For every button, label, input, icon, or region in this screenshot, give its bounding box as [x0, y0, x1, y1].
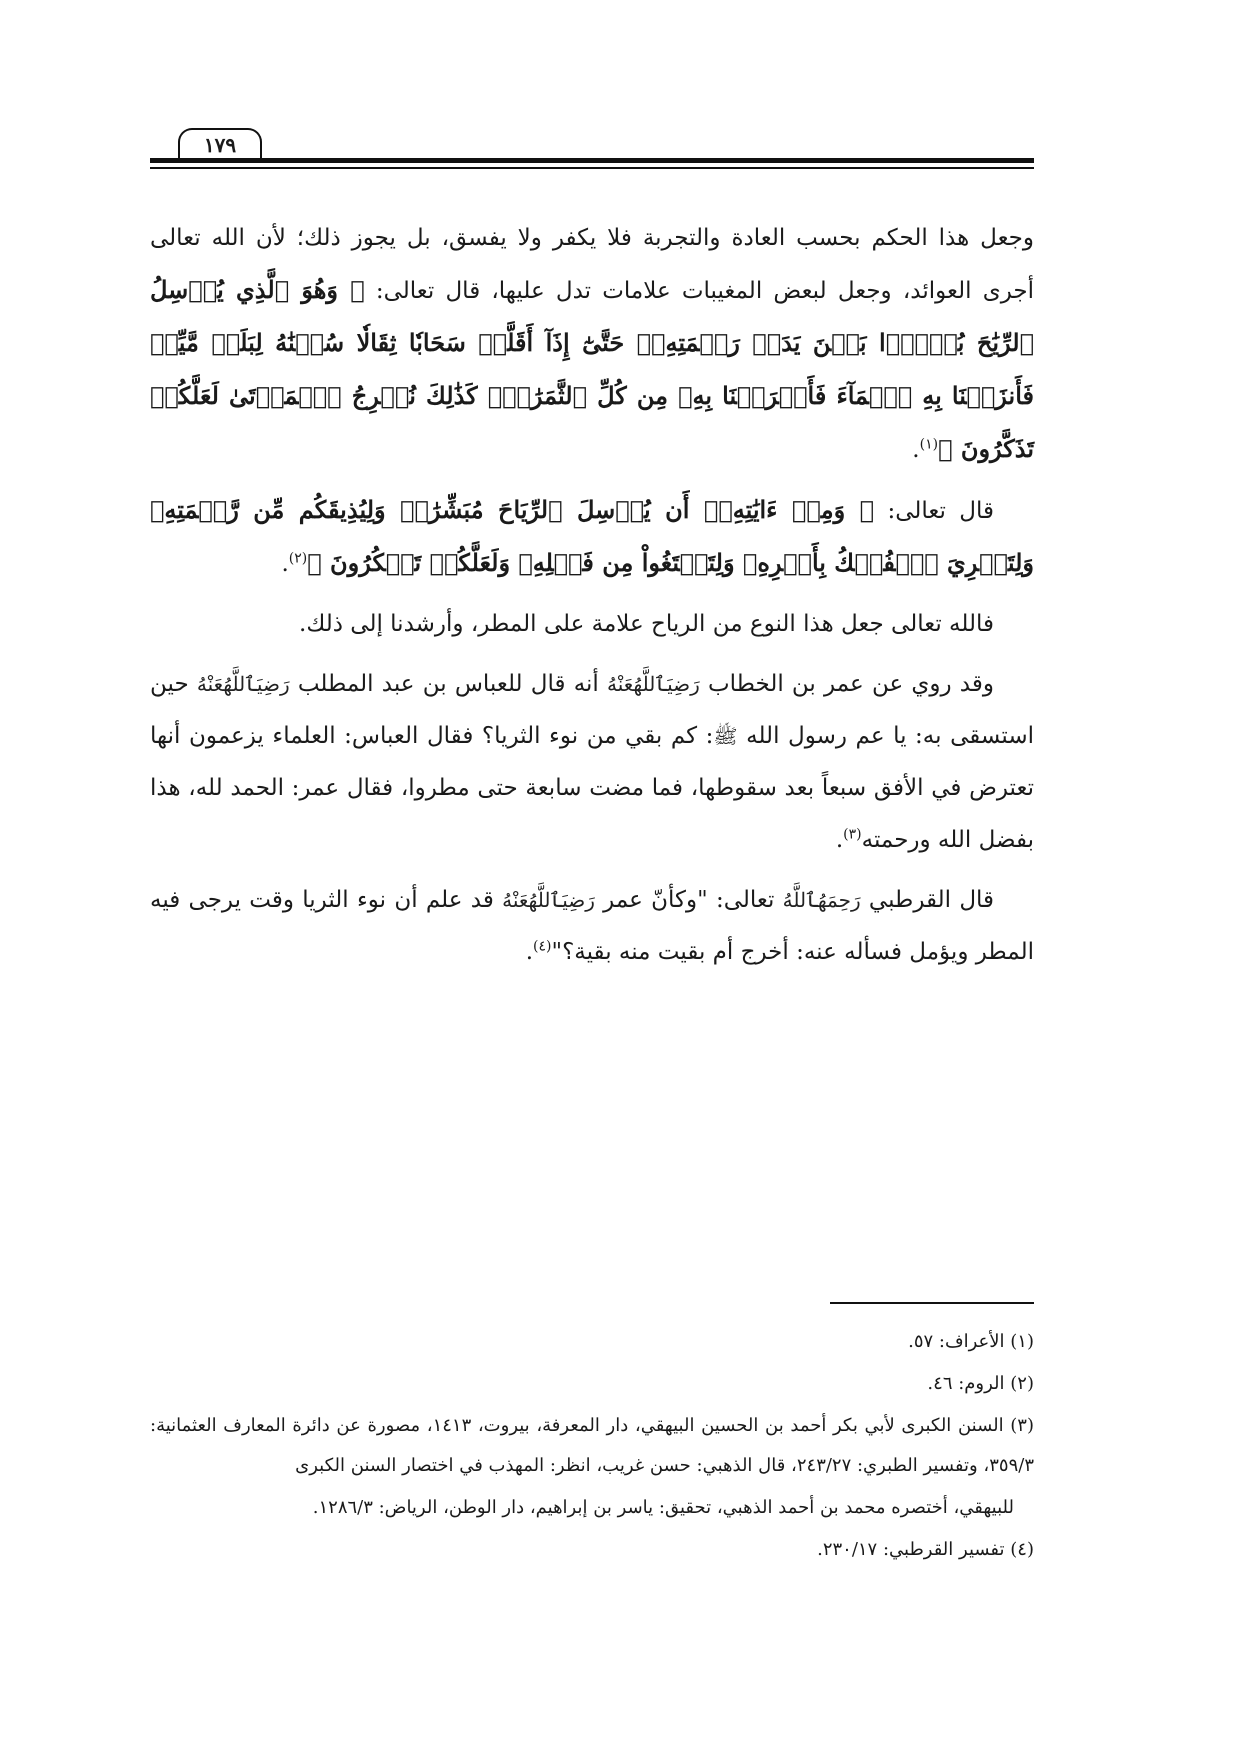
paragraph-2	[150, 484, 1034, 590]
paragraph-end: .	[281, 551, 289, 577]
paragraph-text: وجعل هذا الحكم بحسب العادة والتجربة فلا يكفر ولا يفسق، بل يجوز ذلك؛ لأن الله تعالى أجرى العوائد، وجعل لبعض المغيبات علامات تدل عليها، قال تعالى:	[150, 225, 1035, 304]
footnote-ref[interactable]: (١)	[919, 436, 939, 453]
paragraph-end: .	[525, 939, 534, 965]
paragraph-end: .	[835, 827, 844, 853]
paragraph-5	[150, 874, 1034, 978]
paragraph-text: تعالى: "وكأنّ عمر	[603, 887, 775, 913]
honorific-ornament: رَضِيَٱللَّهُعَنْهُ	[607, 672, 700, 696]
paragraph-text: قد علم أن نوء الثريا وقت يرجى فيه المطر ويؤمل فسأله عنه: أخرج أم بقيت منه بقية؟"	[150, 887, 1034, 965]
main-text	[150, 212, 1034, 986]
footnote-3-continued: للبيهقي، أختصره محمد بن أحمد الذهبي، تحقيق: ياسر بن إبراهيم، دار الوطن، الرياض: ١٢٨٦/٣.	[312, 1497, 1014, 1518]
footnote-ref[interactable]: (٤)	[533, 938, 552, 955]
paragraph-end: .	[912, 437, 920, 463]
footnote-4: (٤) تفسير القرطبي: ٢٣٠/١٧.	[817, 1539, 1034, 1560]
paragraph-4	[150, 658, 1034, 866]
paragraph-text: قال تعالى:	[887, 498, 995, 524]
footnote-ref[interactable]: (٣)	[843, 826, 862, 843]
footnote-1: (١) الأعراف: ٥٧.	[908, 1331, 1034, 1352]
footnote-separator	[830, 1302, 1034, 1304]
paragraph-text: أنه قال للعباس بن عبد المطلب	[297, 671, 599, 697]
honorific-ornament: ﷺ	[713, 724, 738, 748]
honorific-ornament: رَضِيَٱللَّهُعَنْهُ	[196, 672, 290, 696]
paragraph-text: وقد روي عن عمر بن الخطاب	[707, 671, 994, 697]
paragraph-text: قال القرطبي	[868, 887, 995, 913]
page-number: ١٧٩	[178, 128, 262, 160]
paragraph-text: حين استسقى به: يا عم رسول الله	[150, 671, 1035, 749]
honorific-ornament: رَحِمَهُٱللَّهُ	[782, 888, 861, 912]
honorific-ornament: رَضِيَٱللَّهُعَنْهُ	[502, 888, 595, 912]
header-rule-thick	[150, 158, 1034, 163]
footnote-2: (٢) الروم: ٤٦.	[927, 1373, 1034, 1394]
quran-verse: ﴿ وَمِنۡ ءَايَٰتِهِۦٓ أَن يُرۡسِلَ ٱلرِّيَاحَ مُبَشِّرَٰتٖ وَلِيُذِيقَكُم مِّن رَّحۡمَتِهِۦ وَلِتَجۡرِيَ ٱلۡفُلۡكُ بِأَمۡرِهِۦ وَلِتَبۡتَغُواْ مِن فَضۡلِهِۦ وَلَعَلَّكُمۡ تَشۡكُرُونَ ﴾	[150, 495, 1034, 577]
page-header	[150, 120, 1034, 176]
quran-verse: ﴿ وَهُوَ ٱلَّذِي يُرۡسِلُ ٱلرِّيَٰحَ بُشۡرَۢا بَيۡنَ يَدَيۡ رَحۡمَتِهِۦۖ حَتَّىٰٓ إِذَآ أَقَلَّتۡ سَحَابٗا ثِقَالٗا سُقۡنَٰهُ لِبَلَدٖ مَّيِّتٖ فَأَنزَلۡنَا بِهِ ٱلۡمَآءَ فَأَخۡرَجۡنَا بِهِۦ مِن كُلِّ ٱلثَّمَرَٰتِۚ كَذَٰلِكَ نُخۡرِجُ ٱلۡمَوۡتَىٰ لَعَلَّكُمۡ تَذَكَّرُونَ ﴾	[150, 275, 1034, 463]
footnote-ref[interactable]: (٢)	[288, 550, 308, 567]
paragraph-1	[150, 212, 1034, 476]
header-rule-thin	[150, 167, 1034, 169]
paragraph-3: فالله تعالى جعل هذا النوع من الرياح علامة على المطر، وأرشدنا إلى ذلك.	[299, 611, 994, 637]
footnotes	[150, 1322, 1034, 1572]
footnote-3: (٣) السنن الكبرى لأبي بكر أحمد بن الحسين البيهقي، دار المعرفة، بيروت، ١٤١٣، مصورة عن دائرة المعارف العثمانية: ٣٥٩/٣، وتفسير الطبري: ٢٤٣/٢٧، قال الذهبي: حسن غريب، انظر: المهذب في اختصار السنن الكبرى	[150, 1415, 1034, 1476]
paragraph-text: : كم بقي من نوء الثريا؟ فقال العباس: العلماء يزعمون أنها تعترض في الأفق سبعاً بعد سقوطها، فما مضت سابعة حتى مطروا، فقال عمر: الحمد لله، هذا بفضل الله ورحمته	[150, 723, 1034, 853]
